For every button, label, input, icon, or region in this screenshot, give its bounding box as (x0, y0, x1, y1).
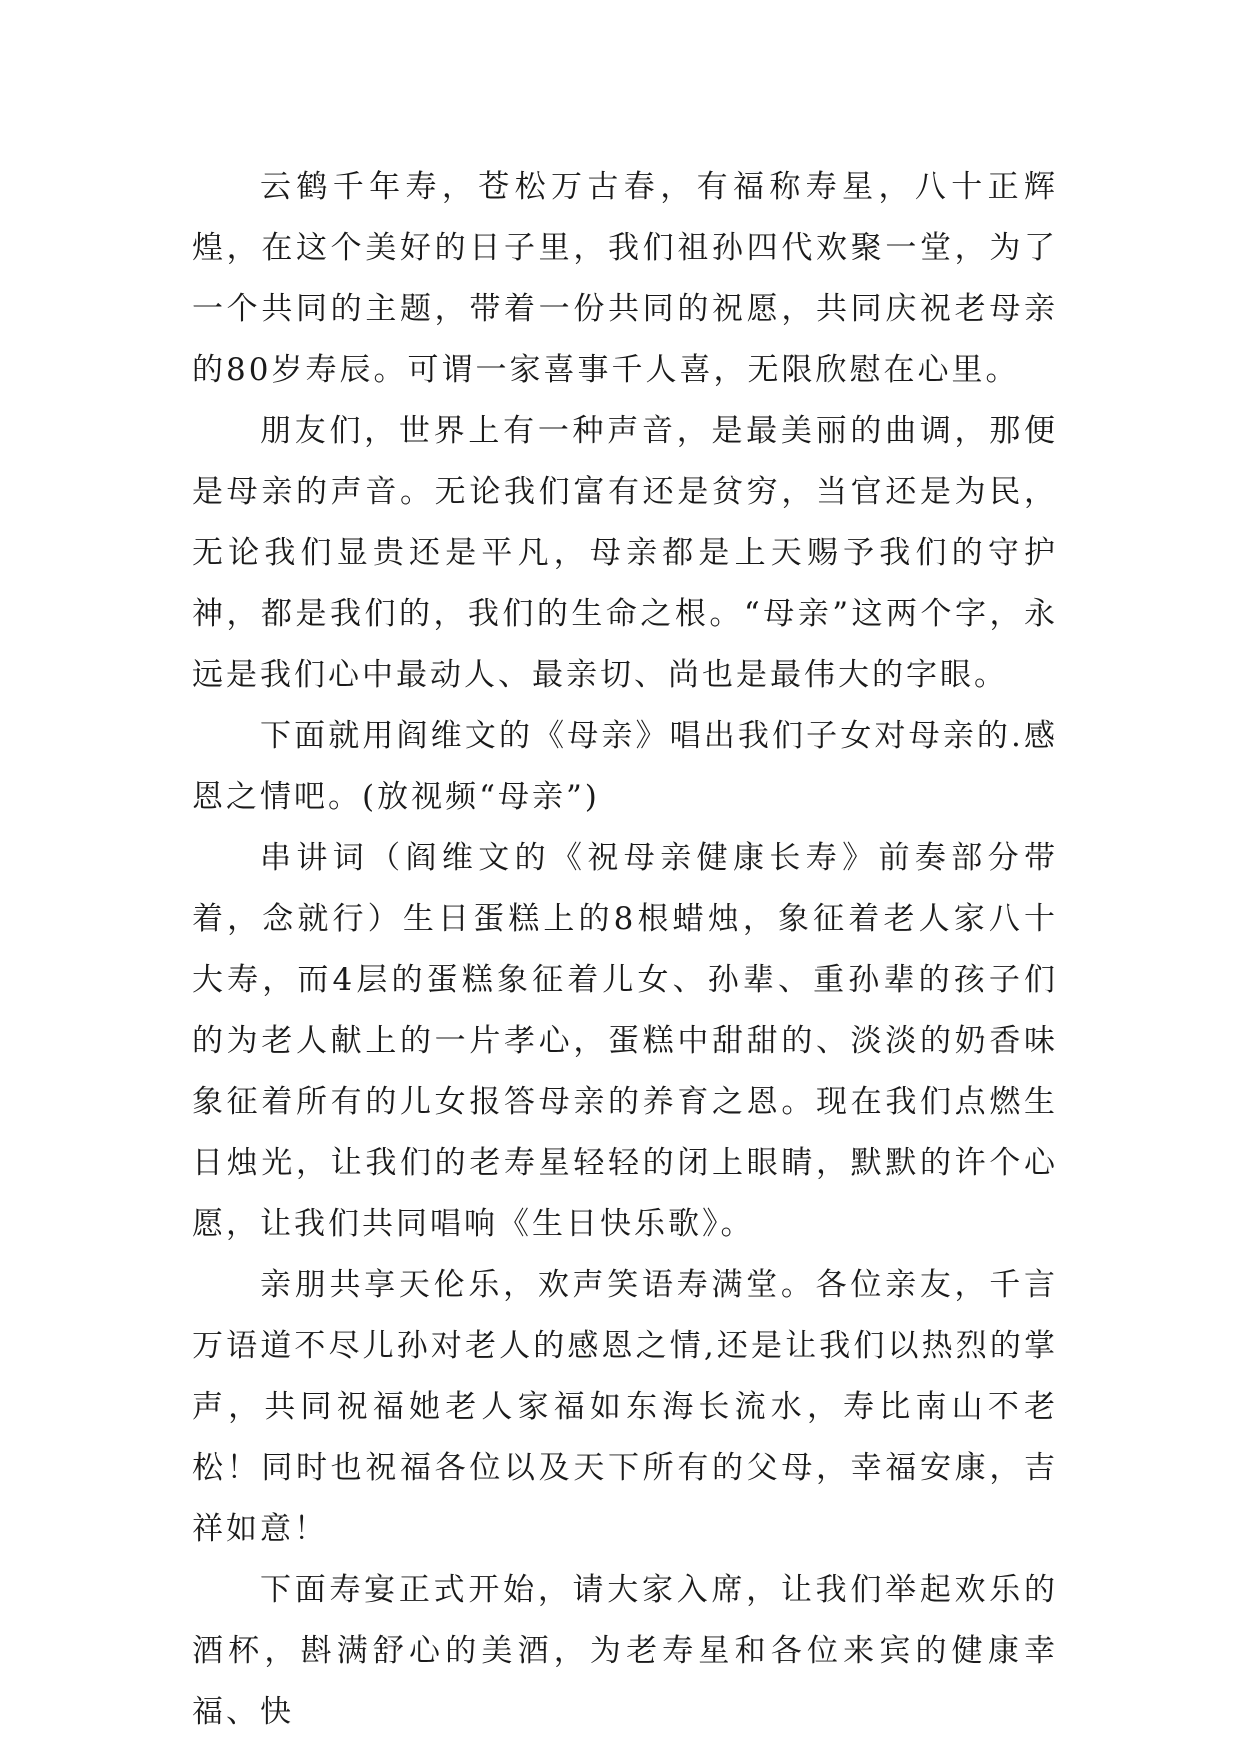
paragraph-6: 下面寿宴正式开始，请大家入席，让我们举起欢乐的酒杯，斟满舒心的美酒，为老寿星和各位来宾的健康幸福、快 (192, 1572, 1058, 1730)
paragraph-5: 亲朋共享天伦乐，欢声笑语寿满堂。各位亲友，千言万语道不尽儿孙对老人的感恩之情,还是让我们以热烈的掌声，共同祝福她老人家福如东海长流水，寿比南山不老松！同时也祝福各位以及天下所有的父母，幸福安康，吉祥如意！ (192, 1267, 1058, 1547)
document-body (192, 157, 1058, 1743)
paragraph-4: 串讲词（阎维文的《祝母亲健康长寿》前奏部分带着，念就行）生日蛋糕上的8根蜡烛，象征着老人家八十大寿，而4层的蛋糕象征着儿女、孙辈、重孙辈的孩子们的为老人献上的一片孝心，蛋糕中甜甜的、淡淡的奶香味象征着所有的儿女报答母亲的养育之恩。现在我们点燃生日烛光，让我们的老寿星轻轻的闭上眼睛，默默的许个心愿，让我们共同唱响《生日快乐歌》。 (192, 840, 1058, 1242)
paragraph-1: 云鹤千年寿，苍松万古春，有福称寿星，八十正辉煌，在这个美好的日子里，我们祖孙四代欢聚一堂，为了一个共同的主题，带着一份共同的祝愿，共同庆祝老母亲的80岁寿辰。可谓一家喜事千人喜，无限欣慰在心里。 (192, 169, 1058, 388)
paragraph-2: 朋友们，世界上有一种声音，是最美丽的曲调，那便是母亲的声音。无论我们富有还是贫穷，当官还是为民，无论我们显贵还是平凡，母亲都是上天赐予我们的守护神，都是我们的，我们的生命之根。“母亲”这两个字，永远是我们心中最动人、最亲切、尚也是最伟大的字眼。 (192, 413, 1058, 693)
paragraph-3: 下面就用阎维文的《母亲》唱出我们子女对母亲的.感恩之情吧。(放视频“母亲”) (192, 718, 1058, 815)
